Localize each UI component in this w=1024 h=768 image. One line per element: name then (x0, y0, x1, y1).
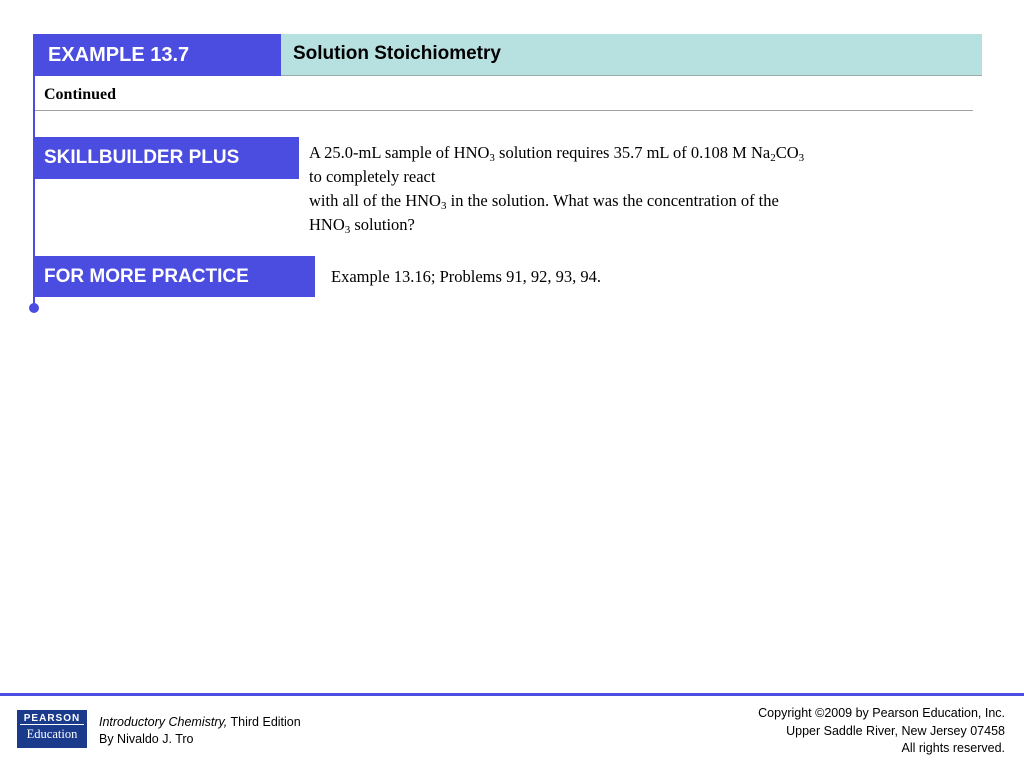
copyright-line: Upper Saddle River, New Jersey 07458 (786, 723, 1005, 738)
practice-label: FOR MORE PRACTICE (35, 256, 315, 297)
subscript: 2 (770, 152, 776, 164)
subscript: 3 (798, 152, 805, 164)
header-underline (281, 75, 982, 76)
question-line-2: to completely react (309, 167, 436, 186)
pearson-logo (17, 710, 87, 748)
text-run: with all of the HNO (309, 191, 441, 210)
text-run: solution? (350, 215, 415, 234)
book-title-line (99, 714, 301, 731)
text-run: HNO (309, 215, 345, 234)
text-run: CO (775, 143, 799, 162)
left-rule-dot (29, 303, 39, 313)
question-line-4 (309, 213, 949, 237)
question-line-3 (309, 189, 949, 213)
text-run: A 25.0-mL sample of HNO (309, 143, 490, 162)
subscript: 3 (440, 200, 447, 212)
continued-label: Continued (44, 86, 117, 103)
skillbuilder-question (309, 141, 949, 237)
subscript: 3 (344, 224, 351, 236)
copyright-line: Copyright ©2009 by Pearson Education, Inc. (758, 706, 1005, 720)
logo-top-text: PEARSON (20, 710, 84, 725)
logo-bottom-text: Education (26, 727, 78, 741)
page-title: Solution Stoichiometry (281, 34, 982, 76)
footer-rule (0, 693, 1024, 696)
question-line-1 (309, 141, 949, 165)
practice-text: Example 13.16; Problems 91, 92, 93, 94. (331, 267, 601, 286)
example-label: EXAMPLE 13.7 (35, 34, 281, 76)
book-edition: Third Edition (227, 715, 301, 729)
subscript: 3 (489, 152, 495, 164)
skillbuilder-label: SKILLBUILDER PLUS (35, 137, 299, 179)
book-credit (99, 714, 301, 748)
author: By Nivaldo J. Tro (99, 732, 194, 746)
copyright-line: All rights reserved. (901, 741, 1005, 755)
text-run: solution requires 35.7 mL of 0.108 M Na (494, 143, 771, 162)
divider (35, 110, 973, 111)
copyright (758, 705, 1005, 758)
book-title: Introductory Chemistry, (99, 715, 228, 729)
text-run: in the solution. What was the concentration of the (446, 191, 779, 210)
